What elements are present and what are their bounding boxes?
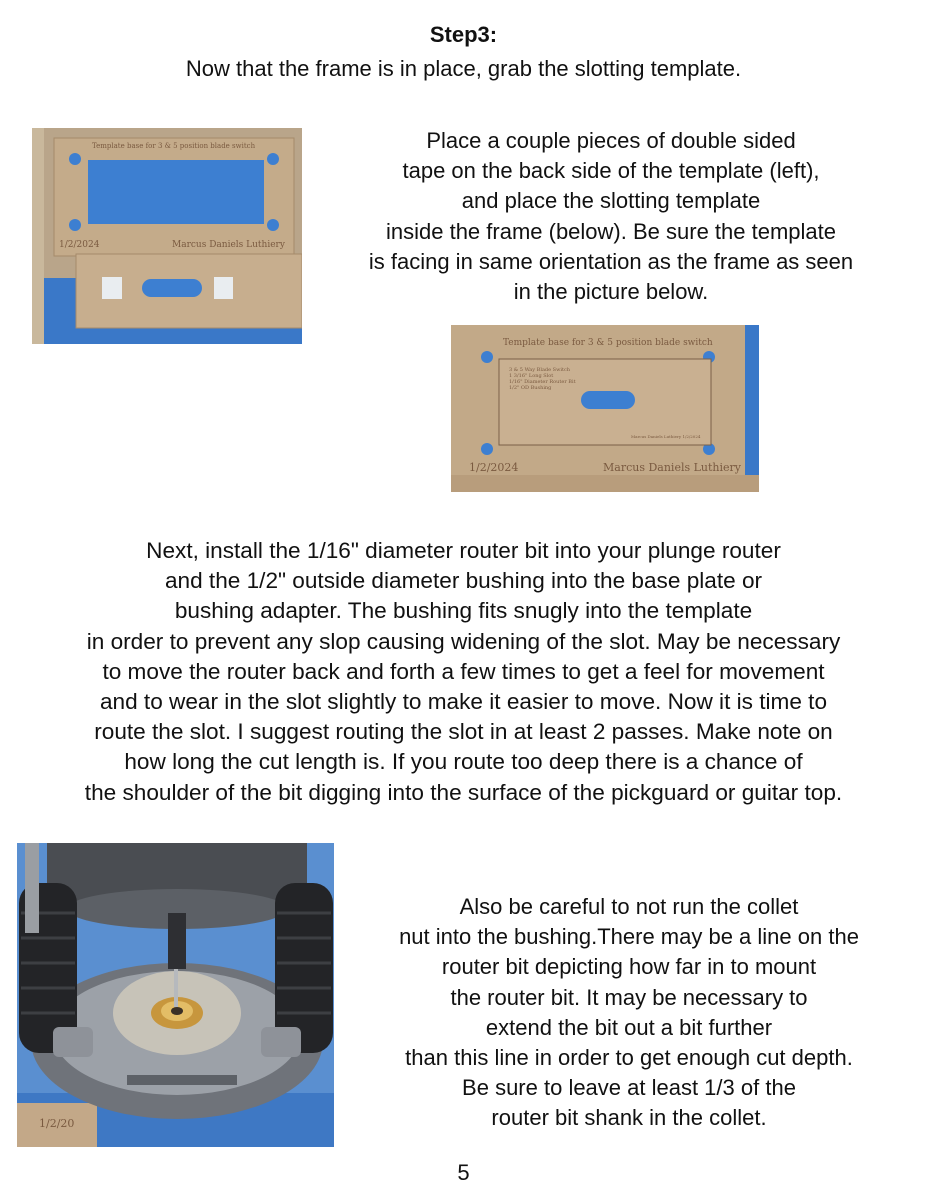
template-in-frame-photo <box>451 325 759 492</box>
collet-instructions: Also be careful to not run the collet nut into the bushing.There may be a line on the router bit depicting how far in to mount the router bit. It may be necessary to extend the bit out a bit further than this line in order to get enough cut depth. Be sure to leave at least 1/3 of the router bit shank in the collet. <box>399 894 859 1131</box>
plunge-router-photo <box>17 843 334 1147</box>
page-number: 5 <box>457 1160 470 1185</box>
tape-instructions: Place a couple pieces of double sided tape on the back side of the template (left), and place the slotting template inside the frame (below). Be sure the template is facing in same orientation as the frame as seen in the picture below. <box>368 128 854 305</box>
template-line-2: 1 3/16" Long Slot <box>509 373 554 379</box>
frame-title-etching: Template base for 3 & 5 position blade switch <box>92 142 256 150</box>
step-intro: Now that the frame is in place, grab the slotting template. <box>185 56 742 81</box>
step-heading: Step3: <box>429 22 498 47</box>
frame-date-etching: 1/2/2024 <box>469 461 519 474</box>
template-maker-etching: Marcus Daniels Luthiery 1/2/2024 <box>631 434 701 439</box>
frame-title-etching: Template base for 3 & 5 position blade switch <box>503 338 713 348</box>
template-line-4: 1/2" OD Bushing <box>509 385 552 391</box>
frame-date-etching: 1/2/2024 <box>59 240 100 250</box>
template-line-1: 3 & 5 Way Blade Switch <box>509 367 571 373</box>
template-and-frame-photo <box>32 128 302 344</box>
template-date-etching: 1/2/20 <box>39 1117 75 1130</box>
frame-maker-etching: Marcus Daniels Luthiery <box>603 461 742 474</box>
router-instructions: Next, install the 1/16" diameter router bit into your plunge router and the 1/2" outside diameter bushing into the base plate or bushing adapter. The bushing fits snugly into the template in order to prevent any slop causing widening of the slot. May be necessary to move the router back and forth a few times to get a feel for movement and to wear in the slot slightly to make it easier to move. Now it is time to route the slot. I suggest routing the slot in at least 2 passes. Make note on how long the cut length is. If you route too deep there is a chance of the shoulder of the bit digging into the surface of the pickguard or guitar top. <box>84 538 843 805</box>
frame-maker-etching: Marcus Daniels Luthiery <box>172 240 285 250</box>
template-line-3: 1/16" Diameter Router Bit <box>509 379 576 385</box>
